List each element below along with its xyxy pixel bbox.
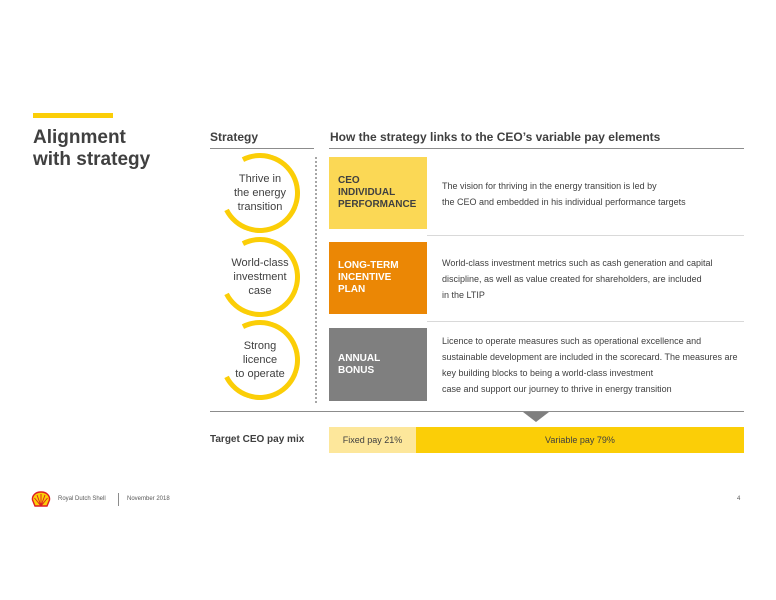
- description-line: Licence to operate measures such as operational excellence and: [442, 336, 702, 346]
- annual-bonus-description: [442, 333, 746, 397]
- pay-element-label: ANNUAL: [338, 352, 381, 364]
- description-line: sustainable development are included in the scorecard. The measures are: [442, 352, 738, 362]
- footer-divider: [118, 493, 119, 506]
- fixed-pay-bar: [329, 427, 416, 453]
- description-line: World-class investment metrics such as cash generation and capital: [442, 258, 713, 268]
- strategy-line: licence: [242, 354, 278, 366]
- variable-pay-label: Variable pay 79%: [545, 435, 615, 445]
- dotted-divider: [315, 157, 317, 403]
- shell-logo-icon: [31, 491, 51, 513]
- links-header: How the strategy links to the CEO’s variable pay elements: [330, 130, 661, 144]
- strategy-line: case: [248, 285, 272, 297]
- pay-mix-rule: [210, 411, 744, 412]
- pay-mix-label: Target CEO pay mix: [210, 434, 305, 445]
- strategy-line: the energy: [234, 187, 286, 199]
- pay-element-ceo-performance: [329, 157, 427, 229]
- title-accent-bar: [33, 113, 113, 118]
- pay-element-label: BONUS: [338, 364, 375, 376]
- strategy-line: investment: [233, 271, 287, 283]
- description-line: case and support our journey to thrive in energy transition: [442, 384, 672, 394]
- strategy-circle-thrive: [220, 153, 300, 233]
- description-line: The vision for thriving in the energy transition is led by: [442, 181, 657, 191]
- page-title: [33, 127, 150, 171]
- strategy-circle-investment: [220, 237, 300, 317]
- strategy-line: Thrive in: [238, 173, 282, 185]
- down-arrow-icon: [523, 412, 549, 422]
- pay-element-label: PERFORMANCE: [338, 199, 417, 210]
- page-number: 4: [737, 496, 741, 502]
- strategy-circle-licence: [220, 320, 300, 400]
- strategy-line: transition: [237, 201, 283, 213]
- variable-pay-bar: [416, 427, 744, 453]
- strategy-line: to operate: [235, 368, 285, 380]
- strategy-header-rule: [210, 148, 314, 149]
- ceo-performance-description: [442, 178, 746, 210]
- pay-element-annual-bonus: [329, 328, 427, 401]
- fixed-pay-label: Fixed pay 21%: [342, 435, 403, 445]
- page-title-line-1: Alignment: [33, 127, 126, 148]
- pay-element-label: INDIVIDUAL: [338, 187, 396, 198]
- pay-element-label: PLAN: [338, 284, 366, 295]
- description-line: the CEO and embedded in his individual performance targets: [442, 197, 686, 207]
- pay-element-label: CEO: [338, 175, 360, 186]
- page-title-line-2: with strategy: [33, 149, 151, 170]
- description-line: discipline, as well as value created for shareholders, are included: [442, 274, 702, 284]
- description-line: key building blocks to being a world-class investment: [442, 368, 654, 378]
- strategy-header: Strategy: [210, 130, 259, 144]
- footer-company: Royal Dutch Shell: [58, 496, 106, 502]
- description-line: in the LTIP: [442, 290, 485, 300]
- strategy-line: Strong: [243, 340, 277, 352]
- pay-element-label: INCENTIVE: [338, 272, 392, 283]
- footer-date: November 2018: [127, 496, 170, 502]
- ltip-description: [442, 255, 746, 303]
- links-header-rule: [329, 148, 744, 149]
- strategy-line: World-class: [231, 257, 289, 269]
- pay-element-ltip: [329, 242, 427, 314]
- pay-element-label: LONG-TERM: [338, 260, 399, 271]
- row-separator: [427, 321, 744, 322]
- row-separator: [427, 235, 744, 236]
